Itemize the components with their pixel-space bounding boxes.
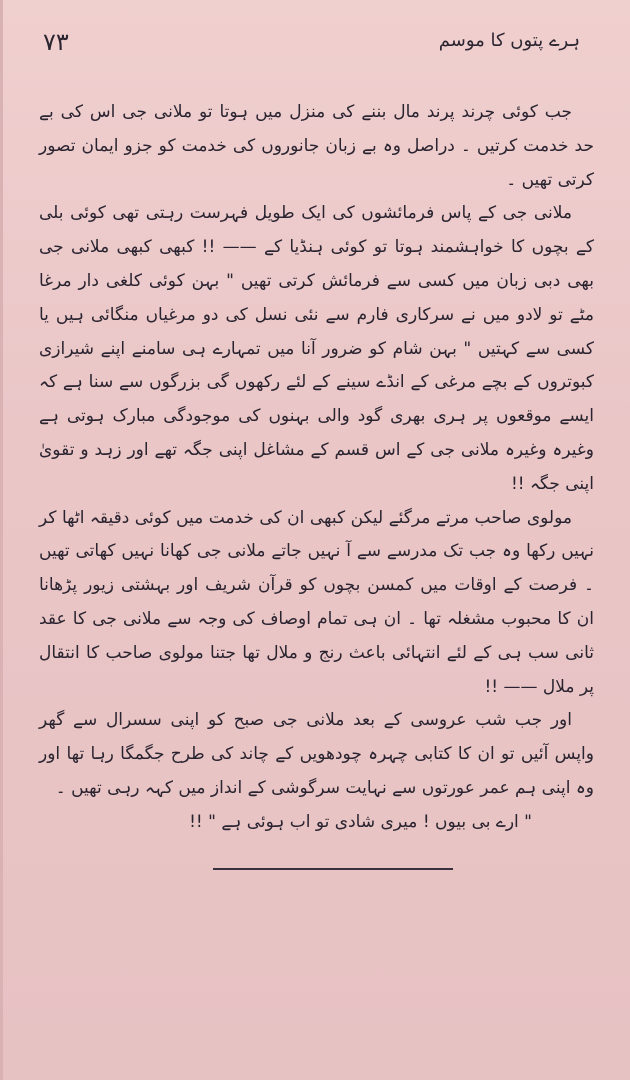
paragraph-5: " ارے بی بیوں ! میری شادی تو اب ہوئی ہے " !! [189, 811, 532, 832]
page-number: ٧٣ [43, 28, 69, 56]
page-header [43, 28, 580, 68]
running-title: ہرے پتوں کا موسم [438, 30, 580, 51]
closing-divider [213, 868, 453, 870]
paragraph-1: جب کوئی چرند پرند مال بننے کی منزل میں ہوتا تو ملانی جی اس کی بے حد خدمت کرتیں ۔ دراصل وہ بے زبان جانوروں کی خدمت کو جزو ایمان تصور کرتی تھیں ۔ [39, 102, 594, 190]
paragraph-4: اور جب شب عروسی کے بعد ملانی جی صبح کو اپنی سسرال سے گھر واپس آئیں تو ان کا کتابی چہرہ چودھویں کے چاند کی طرح جگمگا رہا تھا اور وہ اپنی ہم عمر عورتوں سے نہایت سرگوشی کے انداز میں کہہ رہی تھیں ۔ [39, 710, 594, 798]
paragraph-2: ملانی جی کے پاس فرمائشوں کی ایک طویل فہرست رہتی تھی کوئی بلی کے بچوں کا خواہشمند ہوتا تو کوئی ہنڈیا کے —— !! کبھی کبھی ملانی جی بھی دبی زبان میں کسی سے فرمائش کرتی تھیں " بہن کوئی کلغی دار مرغا مٹے تو لادو میں نے سرکاری فارم سے نئی نسل کی دو مرغیاں منگائی ہیں یا کسی سے کہتیں " بہن شام کو ضرور آنا میں تمہارے ہی سامنے اپنے شیرازی کبوتروں کے بچے مرغی کے انڈے سینے کے لئے رکھوں گی بزرگوں سے سنا ہے کہ ایسے موقعوں پر ہری بھری گود والی بہنوں کی موجودگی مبارک ہوتی ہے وغیرہ وغیرہ ملانی جی کے اس قسم کے مشاغل اپنی جگہ تھے اور زہد و تقویٰ اپنی جگہ !! [39, 203, 594, 494]
body-text [39, 96, 594, 840]
paragraph-3: مولوی صاحب مرتے مرگئے لیکن کبھی ان کی خدمت میں کوئی دقیقہ اٹھا کر نہیں رکھا وہ جب تک مدرسے سے آ نہیں جاتے ملانی جی کھانا نہیں کھاتی تھیں ۔ فرصت کے اوقات میں کمسن بچوں کو قرآن شریف اور بہشتی زیور پڑھانا ان کا محبوب مشغلہ تھا ۔ ان ہی تمام اوصاف کی وجہ سے ملانی جی کا عقد ثانی سب ہی کے لئے انتہائی باعث رنج و ملال تھا جتنا مولوی صاحب کا انتقال پر ملال —— !! [39, 507, 594, 697]
